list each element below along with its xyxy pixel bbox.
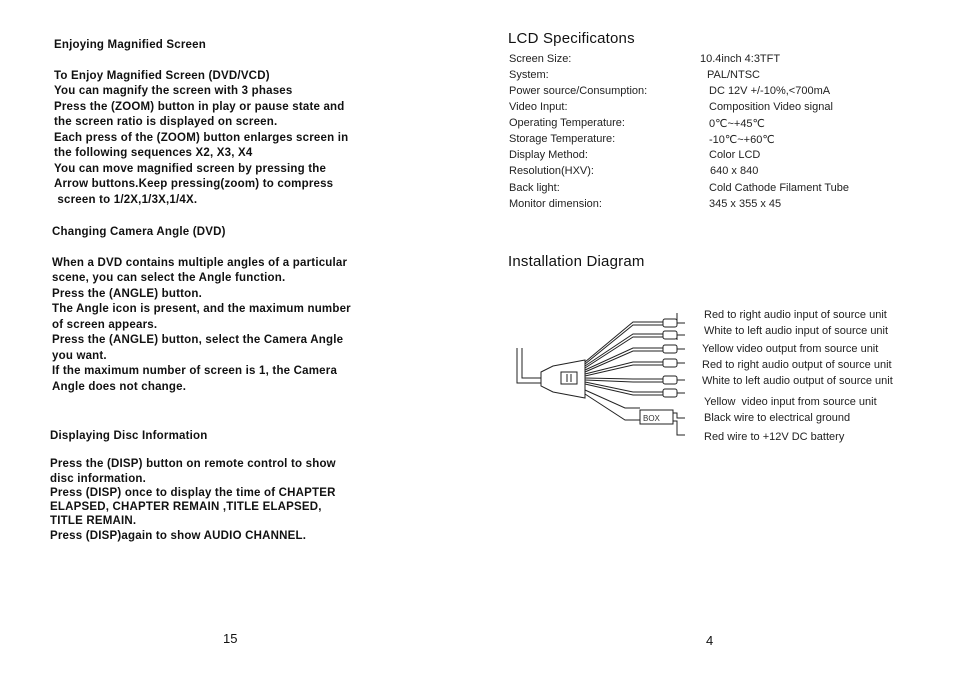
text-line: Each press of the (ZOOM) button enlarges screen in xyxy=(54,131,349,144)
spec-value: 345 x 355 x 45 xyxy=(709,198,782,210)
wire-label: Red to right audio input of source unit xyxy=(704,309,887,321)
section-heading: Enjoying Magnified Screen xyxy=(54,39,206,51)
text-line: you want. xyxy=(52,349,107,362)
text-line: Press the (ZOOM) button in play or pause state and xyxy=(54,100,345,113)
spec-label: Power source/Consumption: xyxy=(509,85,648,97)
text-line: ELAPSED, CHAPTER REMAIN ,TITLE ELAPSED, xyxy=(50,501,322,514)
section-heading: Changing Camera Angle (DVD) xyxy=(52,226,226,238)
installation-diagram xyxy=(505,300,705,450)
text-line: Angle does not change. xyxy=(52,380,187,393)
text-line: Press (DISP)again to show AUDIO CHANNEL. xyxy=(50,529,307,542)
spec-value: 0℃~+45℃ xyxy=(709,118,765,130)
spec-label: Display Method: xyxy=(509,149,588,161)
spec-value: Color LCD xyxy=(709,149,761,161)
text-line: Press the (DISP) button on remote control to show xyxy=(50,458,336,471)
text-line: If the maximum number of screen is 1, the Camera xyxy=(52,365,338,377)
spec-label: Monitor dimension: xyxy=(509,198,602,210)
spec-value: Composition Video signal xyxy=(709,101,833,113)
text-line: scene, you can select the Angle function. xyxy=(52,272,286,284)
text-line: Press the (ANGLE) button. xyxy=(52,287,203,300)
spec-label: Operating Temperature: xyxy=(509,117,625,129)
page-number-right: 4 xyxy=(706,633,714,648)
text-line: of screen appears. xyxy=(52,318,158,331)
spec-value: PAL/NTSC xyxy=(707,69,760,81)
text-line: TITLE REMAIN. xyxy=(50,515,137,528)
spec-label: Video Input: xyxy=(509,101,568,113)
spec-label: Storage Temperature: xyxy=(509,133,616,145)
installation-title: Installation Diagram xyxy=(508,253,645,270)
wire-label: Black wire to electrical ground xyxy=(704,412,851,424)
spec-value: DC 12V +/-10%,<700mA xyxy=(709,85,831,97)
text-line: screen to 1/2X,1/3X,1/4X. xyxy=(54,193,198,206)
section-camera-angle xyxy=(52,225,351,395)
spec-value: -10℃~+60℃ xyxy=(709,134,775,146)
wire-label: Red wire to +12V DC battery xyxy=(704,431,845,443)
wire-label: White to left audio input of source unit xyxy=(704,325,889,337)
spec-value: 640 x 840 xyxy=(710,165,759,177)
page-number-left: 15 xyxy=(223,631,238,646)
section-heading: Displaying Disc Information xyxy=(50,430,208,442)
text-line: the following sequences X2, X3, X4 xyxy=(54,147,253,159)
spec-value: Cold Cathode Filament Tube xyxy=(709,182,850,194)
text-line: You can move magnified screen by pressing the xyxy=(54,162,327,175)
text-line: You can magnify the screen with 3 phases xyxy=(54,85,293,97)
spec-label: Resolution(HXV): xyxy=(509,165,594,177)
text-line: To Enjoy Magnified Screen (DVD/VCD) xyxy=(54,69,270,82)
text-line: the screen ratio is displayed on screen. xyxy=(54,116,278,128)
text-line: Arrow buttons.Keep pressing(zoom) to compress xyxy=(54,178,334,190)
section-disc-information xyxy=(50,429,336,543)
box-label: BOX xyxy=(643,414,660,423)
wire-label: Red to right audio output of source unit xyxy=(702,359,892,371)
section-magnified-screen xyxy=(54,38,348,208)
text-line: When a DVD contains multiple angles of a particular xyxy=(52,256,348,269)
spec-value: 10.4inch 4:3TFT xyxy=(700,53,781,65)
spec-label: System: xyxy=(509,69,549,81)
text-line: The Angle icon is present, and the maximum number xyxy=(52,303,351,315)
spec-label: Screen Size: xyxy=(509,53,572,65)
wire-label: Yellow video input from source unit xyxy=(704,396,877,408)
spec-title: LCD Specificatons xyxy=(508,30,635,47)
spec-label: Back light: xyxy=(509,182,560,194)
text-line: disc information. xyxy=(50,472,147,485)
wire-label: White to left audio output of source unit xyxy=(702,375,893,387)
text-line: Press (DISP) once to display the time of CHAPTER xyxy=(50,486,336,499)
wire-label: Yellow video output from source unit xyxy=(702,343,879,355)
text-line: Press the (ANGLE) button, select the Camera Angle xyxy=(52,334,344,346)
